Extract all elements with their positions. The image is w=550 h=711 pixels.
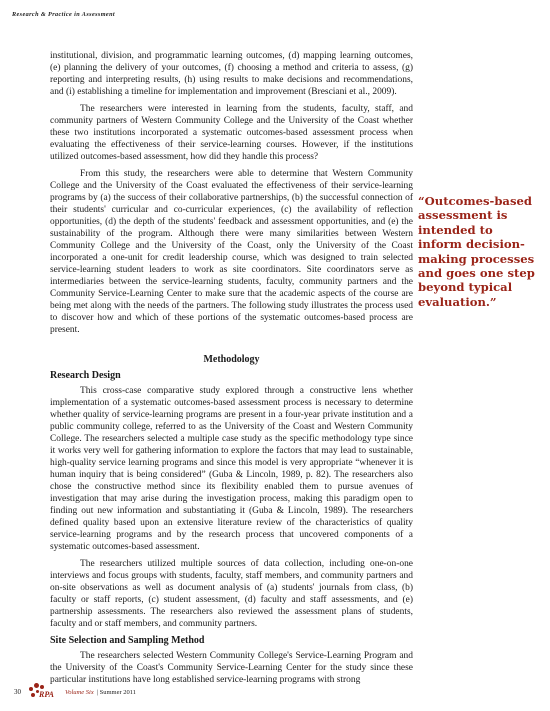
subheading-site-selection: Site Selection and Sampling Method: [50, 635, 205, 646]
page-footer: [14, 682, 136, 702]
journal-name: Volume Six: [65, 688, 94, 696]
article-body: [50, 50, 413, 691]
paragraph: From this study, the researchers were able to determine that Western Community College and the University of the Coast evaluated the effectiveness of their service-learning programs by (a) the success of their collaborative partnerships, (b) the successful connection of their students' curricular and co-curricular experiences, (c) the availability of reflection opportunities, (d) the depth of the students' feedback and assessment opportunities, and (e) the sustainability of the program. Although there were many similarities between Western Community College and the University of the Coast, only the University of the Coast incorporated a one-unit for credit leadership course, which was designed to train selected service-learning student leaders to work as site coordinators. Site coordinators serve as intermediaries between the service-learning students, faculty, community partners and the Community Service-Learning Center to make sure that the academic aspects of the course are being met along with the needs of the partners. The following study illustrates the process used to discover how and which of these portions of the systematic outcomes-based process are present.: [50, 169, 413, 335]
paragraph: The researchers selected Western Community College's Service-Learning Program and the University of the Coast's Community Service-Learning Center for the study since these particular institutions have long established service-learning programs with strong: [50, 651, 413, 685]
paragraph: The researchers utilized multiple sources of data collection, including one-on-one interviews and focus groups with students, faculty, staff members, and community partners and on-site observations as well as document analysis of (a) students' journals from class, (b) faculty or staff reports, (c) student assessment, (d) faculty and staff assessments, and (e) partnership assessments. The researchers also reviewed the assessment plans of students, faculty and or staff members, and community partners.: [50, 559, 413, 629]
page-number: 30: [14, 688, 21, 696]
paragraph: institutional, division, and programmatic learning outcomes, (d) mapping learning outcomes, (e) planning the delivery of your outcomes, (f) choosing a method and criteria to assess, (g) reporting and interpreting results, (h) using results to make decisions and recommendations, and (i) establishing a timeline for implementation and improvement (Bresciani et al., 2009).: [50, 51, 413, 97]
subheading-research-design: Research Design: [50, 370, 121, 381]
issue-date: | Summer 2011: [96, 688, 137, 696]
running-head: Research & Practice in Assessment: [12, 11, 116, 18]
section-title: Methodology: [203, 354, 260, 365]
rpa-logo: RPA: [27, 682, 61, 702]
paragraph: This cross-case comparative study explored through a constructive lens whether implementation of a systematic outcomes-based assessment process is necessary to determine whether quality of service-learning programs are present in a four-year private institution and a public community college, referred to as the University of the Coast and Western Community College. The researchers selected a multiple case study as the specific methodology type since it works very well for gathering information to explore the factors that may lead to sustainable, high-quality service learning programs and since this model is very appropriate “whenever it is human inquiry that is being considered” (Guba & Lincoln, 1989, p. 82). The researchers also chose the constructive method since its flexibility enabled them to pursue avenues of investigation that may arise during the investigation process, making this paradigm open to finding out new information and substantiating it (Guba & Lincoln, 1989). The researchers defined quality based upon an extensive literature review of the characteristics of quality service-learning programs and by the research process that uncovered components of a systematic outcomes-based assessment.: [50, 386, 413, 552]
pull-quote: “Outcomes-based assessment is intended to inform decision-making processes and goes one step beyond typical evaluation.”: [418, 194, 535, 309]
paragraph: The researchers were interested in learning from the students, faculty, staff, and community partners of Western Community College and the University of the Coast whether these two institutions incorporated a systematic outcomes-based assessment process when evaluating the effectiveness of their service-learning courses. However, if the institutions utilized outcomes-based assessment, how did they handle this process?: [50, 104, 413, 162]
